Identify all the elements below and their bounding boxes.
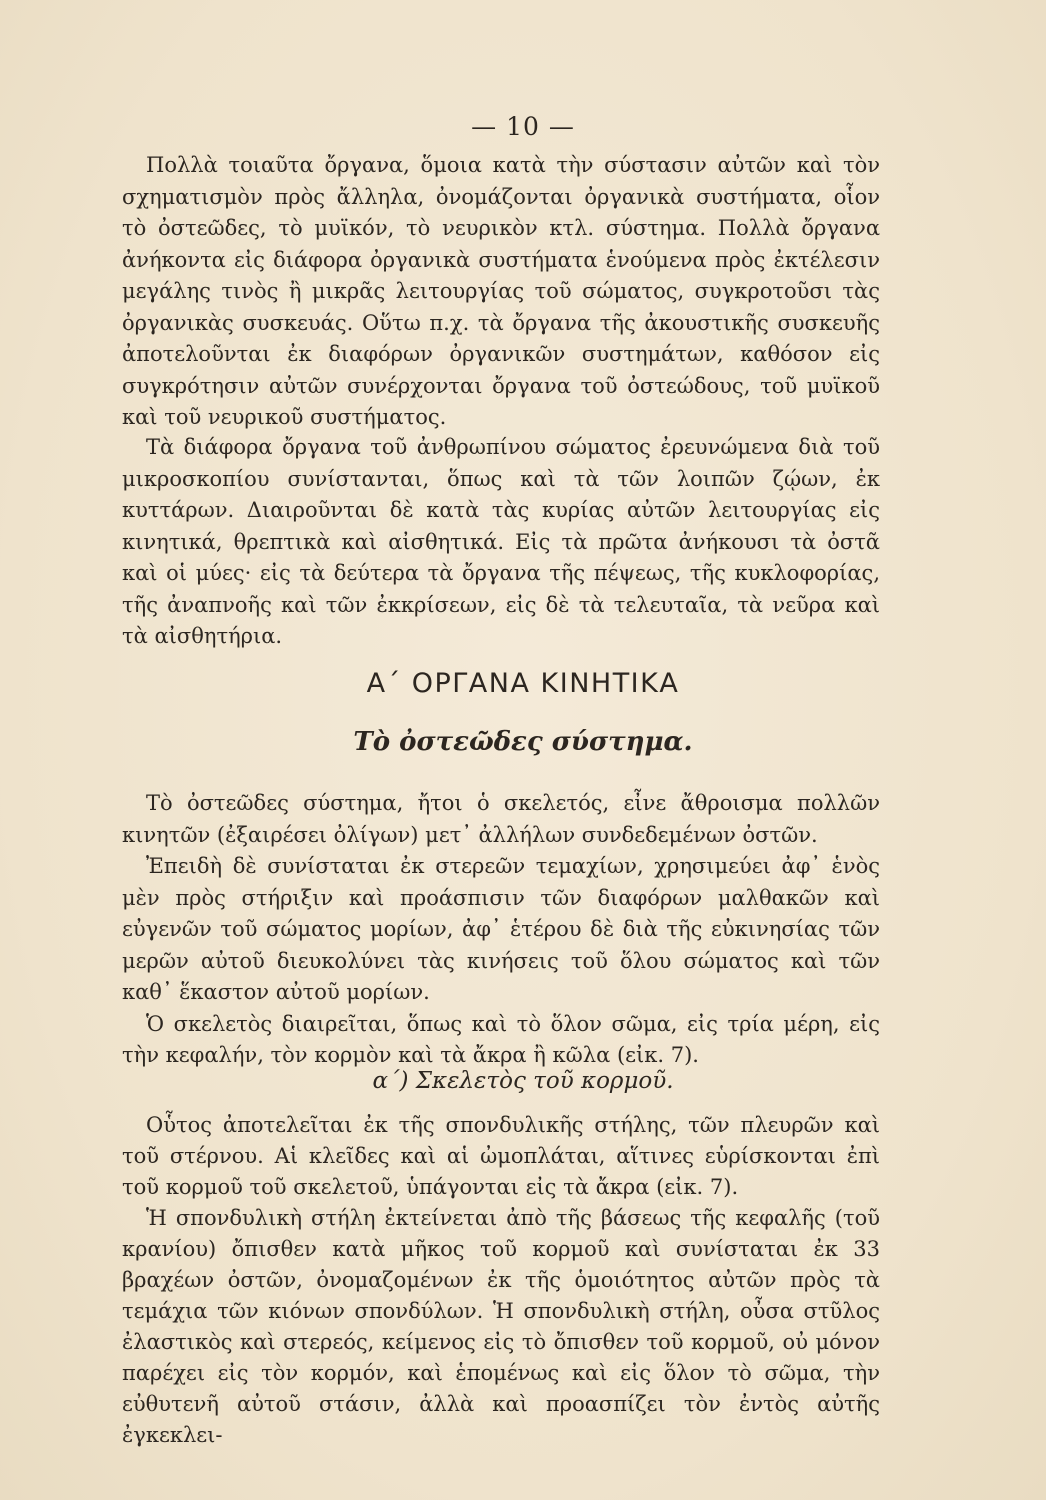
trunk-paragraph-2: Ἡ σπονδυλικὴ στήλη ἐκτείνεται ἀπὸ τῆς βάσεως τῆς κεφαλῆς (τοῦ κρανίου) ὄπισθεν κατὰ μῆκος τοῦ κορμοῦ καὶ συνίσταται ἐκ 33 βραχέων ὀστῶν, ὀνομαζομένων ἐκ τῆς ὁμοιότητος αὐτῶν πρὸς τὰ τεμάχια τῶν κιόνων σπονδύλων. Ἡ σπονδυλικὴ στήλη, οὖσα στῦλος ἐλαστικὸς καὶ στερεός, κείμενος εἰς τὸ ὄπισθεν τοῦ κορμοῦ, οὐ μόνον παρέχει εἰς τὸν κορμόν, καὶ ἑπομένως καὶ εἰς ὅλον τὸ σῶμα, τὴν εὐθυτενῆ αὐτοῦ στάσιν, ἀλλὰ καὶ προασπίζει τὸν ἐντὸς αὐτῆς ἐγκεκλει- bbox=[122, 1206, 880, 1447]
subsection-heading: α΄) Σκελετὸς τοῦ κορμοῦ. bbox=[372, 1068, 674, 1094]
section-subtitle: Τὸ ὀστεῶδες σύστημα. bbox=[353, 727, 693, 757]
skeleton-paragraph-1: Τὸ ὀστεῶδες σύστημα, ἤτοι ὁ σκελετός, εἶνε ἄθροισμα πολλῶν κινητῶν (ἐξαιρέσει ὀλίγων) μετ᾽ ἀλλήλων συνδεδεμένων ὀστῶν. bbox=[122, 791, 880, 847]
intro-block bbox=[122, 150, 880, 434]
intro-paragraph-1: Πολλὰ τοιαῦτα ὄργανα, ὅμοια κατὰ τὴν σύστασιν αὐτῶν καὶ τὸν σχηματισμὸν πρὸς ἄλληλα, ὀνομάζονται ὀργανικὰ συστήματα, οἷον τὸ ὀστεῶδες, τὸ μυϊκόν, τὸ νευρικὸν κτλ. σύστημα. Πολλὰ ὄργανα ἀνήκοντα εἰς διάφορα ὀργανικὰ συστήματα ἑνούμενα πρὸς ἐκτέλεσιν μεγάλης τινὸς ἢ μικρᾶς λειτουργίας τοῦ σώματος, συγκροτοῦσι τὰς ὀργανικὰς συσκευάς. Οὕτω π.χ. τὰ ὄργανα τῆς ἀκουστικῆς συσκευῆς ἀποτελοῦνται ἐκ διαφόρων ὀργανικῶν συστημάτων, καθόσον εἰς συγκρότησιν αὐτῶν συνέρχονται ὄργανα τοῦ ὀστεώδους, τοῦ μυϊκοῦ καὶ τοῦ νευρικοῦ συστήματος. bbox=[122, 153, 880, 429]
intro-block-2 bbox=[122, 432, 880, 653]
skeleton-paragraph-3: Ὁ σκελετὸς διαιρεῖται, ὅπως καὶ τὸ ὅλον σῶμα, εἰς τρία μέρη, εἰς τὴν κεφαλήν, τὸν κορμὸν καὶ τὰ ἄκρα ἢ κῶλα (εἰκ. 7). bbox=[122, 1011, 880, 1067]
skeleton-paragraph-2: Ἐπειδὴ δὲ συνίσταται ἐκ στερεῶν τεμαχίων, χρησιμεύει ἀφ᾽ ἑνὸς μὲν πρὸς στήριξιν καὶ προάσπισιν τῶν διαφόρων μαλθακῶν καὶ εὐγενῶν τοῦ σώματος μορίων, ἀφ᾽ ἑτέρου δὲ διὰ τῆς εὐκινησίας τῶν μερῶν αὐτοῦ διευκολύνει τὰς κινήσεις τοῦ ὅλου σώματος καὶ τῶν καθ᾽ ἕκαστον αὐτοῦ μορίων. bbox=[122, 854, 880, 1004]
section-title: Α΄ ΟΡΓΑΝΑ ΚΙΝΗΤΙΚΑ bbox=[366, 668, 680, 699]
intro-paragraph-2: Τὰ διάφορα ὄργανα τοῦ ἀνθρωπίνου σώματος ἐρευνώμενα διὰ τοῦ μικροσκοπίου συνίστανται, ὅπως καὶ τὰ τῶν λοιπῶν ζῴων, ἐκ κυττάρων. Διαιροῦνται δὲ κατὰ τὰς κυρίας αὐτῶν λειτουργίας εἰς κινητικά, θρεπτικὰ καὶ αἰσθητικά. Εἰς τὰ πρῶτα ἀνήκουσι τὰ ὀστᾶ καὶ οἱ μύες· εἰς τὰ δεύτερα τὰ ὄργανα τῆς πέψεως, τῆς κυκλοφορίας, τῆς ἀναπνοῆς καὶ τῶν ἐκκρίσεων, εἰς δὲ τὰ τελευταῖα, τὰ νεῦρα καὶ τὰ αἰσθητήρια. bbox=[122, 435, 880, 648]
trunk-paragraph-1: Οὗτος ἀποτελεῖται ἐκ τῆς σπονδυλικῆς στήλης, τῶν πλευρῶν καὶ τοῦ στέρνου. Αἱ κλεῖδες καὶ αἱ ὠμοπλάται, αἵτινες εὑρίσκονται ἐπὶ τοῦ κορμοῦ τοῦ σκελετοῦ, ὑπάγονται εἰς τὰ ἄκρα (εἰκ. 7). bbox=[122, 1113, 880, 1199]
trunk-block bbox=[122, 1110, 880, 1451]
skeleton-block bbox=[122, 788, 880, 1072]
page-number: — 10 — bbox=[471, 112, 575, 141]
